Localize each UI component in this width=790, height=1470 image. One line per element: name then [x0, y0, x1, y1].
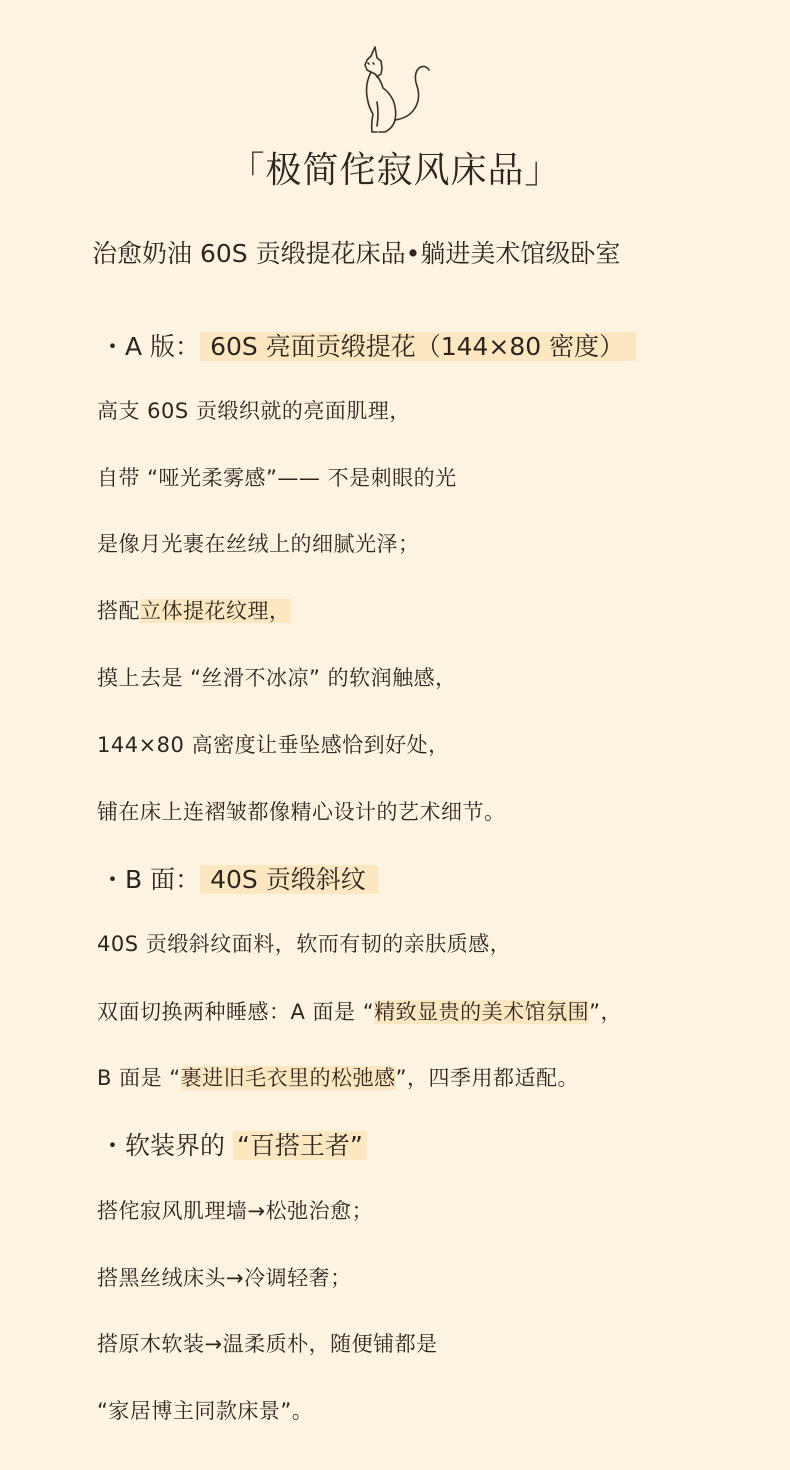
section-b-line-prefix: 双面切换两种睡感：A 面是 “: [97, 1000, 375, 1024]
section-a-line-highlight: 立体提花纹理，: [140, 599, 291, 623]
section-a-heading: [100, 326, 636, 368]
section-c-line: 搭原木软装→温柔质朴，随便铺都是: [97, 1332, 438, 1356]
section-a-prefix: ・A 版：: [100, 332, 201, 361]
section-b-line: [97, 1061, 579, 1095]
section-c-prefix: ・软装界的: [100, 1131, 233, 1160]
cat-line-icon: [355, 44, 437, 136]
section-b-heading: [100, 859, 378, 901]
section-c-line: 搭黑丝绒床头→冷调轻奢；: [97, 1266, 352, 1290]
section-a-line: 高支 60S 贡缎织就的亮面肌理，: [97, 399, 411, 423]
section-a-line-prefix: 搭配: [97, 599, 140, 623]
page-title: 「极简侘寂风床品」: [228, 150, 562, 191]
section-b-prefix: ・B 面：: [100, 865, 201, 894]
section-c-line: “家居博主同款床景”。: [97, 1399, 314, 1423]
section-c-line: 搭侘寂风肌理墙→松弛治愈；: [97, 1199, 374, 1223]
section-a-line: 自带 “哑光柔雾感”—— 不是刺眼的光: [97, 466, 457, 490]
section-a-line: 摸上去是 “丝滑不冰凉” 的软润触感，: [97, 666, 457, 690]
section-b-line-highlight: 精致显贵的美术馆氛围: [374, 1000, 590, 1024]
section-a-line: 铺在床上连褶皱都像精心设计的艺术细节。: [97, 800, 506, 824]
section-b-line: [97, 995, 622, 1029]
section-c-heading: [100, 1125, 367, 1167]
section-b-highlight: 40S 贡缎斜纹: [200, 865, 378, 894]
section-a-line: [97, 594, 291, 628]
section-b-line-suffix: ”，: [589, 1000, 622, 1024]
section-a-line: 144×80 高密度让垂坠感恰到好处，: [97, 733, 450, 757]
section-b-line-prefix: B 面是 “: [97, 1066, 181, 1090]
section-a-line: 是像月光裹在丝绒上的细腻光泽；: [97, 532, 420, 556]
page-subtitle: 治愈奶油 60S 贡缎提花床品•躺进美术馆级卧室: [92, 239, 621, 268]
section-a-highlight: 60S 亮面贡缎提花（144×80 密度）: [200, 332, 636, 361]
section-b-line: 40S 贡缎斜纹面料，软而有韧的亲肤质感，: [97, 932, 512, 956]
section-b-line-highlight: 裹进旧毛衣里的松弛感: [180, 1066, 396, 1090]
section-b-line-suffix: ”，四季用都适配。: [395, 1066, 580, 1090]
section-c-highlight: “百搭王者”: [233, 1131, 367, 1160]
